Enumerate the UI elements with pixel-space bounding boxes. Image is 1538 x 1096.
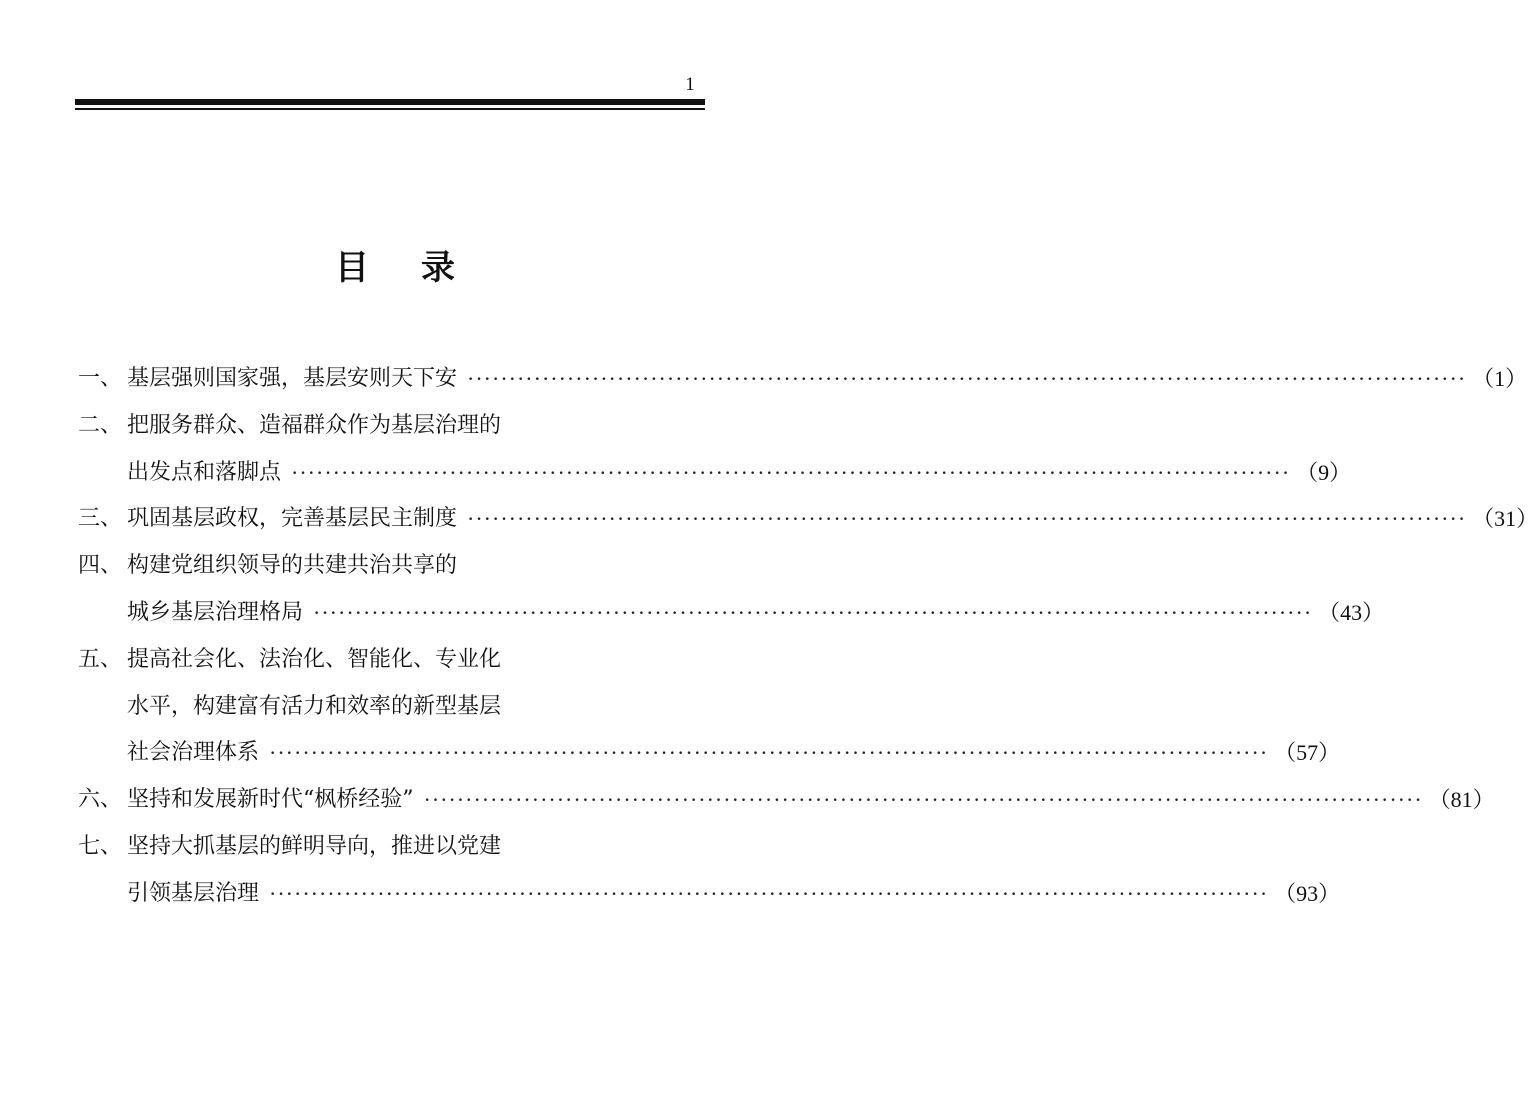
toc-entry-number: 七、	[78, 833, 123, 859]
toc-entry-line	[78, 356, 1528, 403]
toc-entry-page[interactable]: （93）	[1274, 880, 1341, 906]
toc-entry-number: 二、	[78, 412, 123, 438]
toc-entry-line	[78, 496, 1538, 543]
toc-entry-number: 三、	[78, 506, 123, 532]
toc-entry-line	[78, 777, 1495, 824]
header-rule-thin	[75, 108, 705, 110]
toc-entry-title: 基层强则国家强，基层安则天下安	[127, 366, 458, 391]
toc-entry-page[interactable]: （31）	[1472, 506, 1538, 532]
toc-entry[interactable]	[78, 403, 1352, 497]
dot-leader: ························································································································	[467, 506, 1467, 532]
toc-entry-title: 把服务群众、造福群众作为基层治理的	[127, 412, 502, 438]
toc-entry-line	[78, 730, 1341, 777]
toc-entry-line	[78, 684, 708, 731]
toc-entry-title: 提高社会化、法治化、智能化、专业化	[127, 646, 502, 672]
toc-entry-number: 一、	[78, 366, 123, 391]
dot-leader: ························································································································	[269, 880, 1269, 906]
toc-entry-line	[78, 637, 708, 684]
toc-entry-title: 坚持大抓基层的鲜明导向，推进以党建	[127, 833, 502, 859]
dot-leader: ························································································································	[313, 599, 1313, 625]
toc-entry[interactable]	[78, 777, 1495, 824]
toc-entry-page[interactable]: （81）	[1428, 787, 1495, 813]
table-of-contents	[78, 356, 1538, 918]
toc-entry-line	[78, 450, 1352, 497]
toc-entry[interactable]	[78, 824, 1341, 918]
toc-entry-line	[78, 403, 708, 450]
toc-entry-line	[78, 871, 1341, 918]
toc-entry[interactable]	[78, 496, 1538, 543]
toc-entry-number: 四、	[78, 553, 123, 579]
dot-leader: ························································································································	[291, 459, 1291, 485]
toc-entry-line	[78, 824, 708, 871]
page-number: 1	[685, 74, 695, 95]
header-rule-thick	[75, 99, 705, 105]
dot-leader: ························································································································	[269, 740, 1269, 766]
toc-entry-number: 六、	[78, 787, 123, 813]
toc-entry-line	[78, 543, 708, 590]
toc-entry-page[interactable]: （9）	[1296, 459, 1352, 485]
toc-entry-title: 出发点和落脚点	[127, 459, 282, 485]
dot-leader: ························································································································	[467, 366, 1467, 391]
toc-title: 目录	[335, 248, 507, 288]
toc-entry[interactable]	[78, 543, 1385, 637]
toc-entry-page[interactable]: （43）	[1318, 599, 1385, 625]
toc-entry-title: 引领基层治理	[127, 880, 260, 906]
toc-entry-line	[78, 590, 1385, 637]
toc-entry-page[interactable]: （57）	[1274, 740, 1341, 766]
toc-entry-title: 坚持和发展新时代“枫桥经验”	[127, 787, 414, 813]
toc-entry-page[interactable]: （1）	[1472, 366, 1528, 391]
toc-entry-title: 城乡基层治理格局	[127, 599, 304, 625]
toc-entry-title: 水平，构建富有活力和效率的新型基层	[127, 693, 502, 719]
toc-entry-number: 五、	[78, 646, 123, 672]
toc-entry-title: 构建党组织领导的共建共治共享的	[127, 553, 458, 579]
toc-entry-title: 巩固基层政权，完善基层民主制度	[127, 506, 458, 532]
dot-leader: ························································································································	[423, 787, 1423, 813]
toc-entry[interactable]	[78, 356, 1528, 403]
toc-entry[interactable]	[78, 637, 1341, 777]
toc-entry-title: 社会治理体系	[127, 740, 260, 766]
